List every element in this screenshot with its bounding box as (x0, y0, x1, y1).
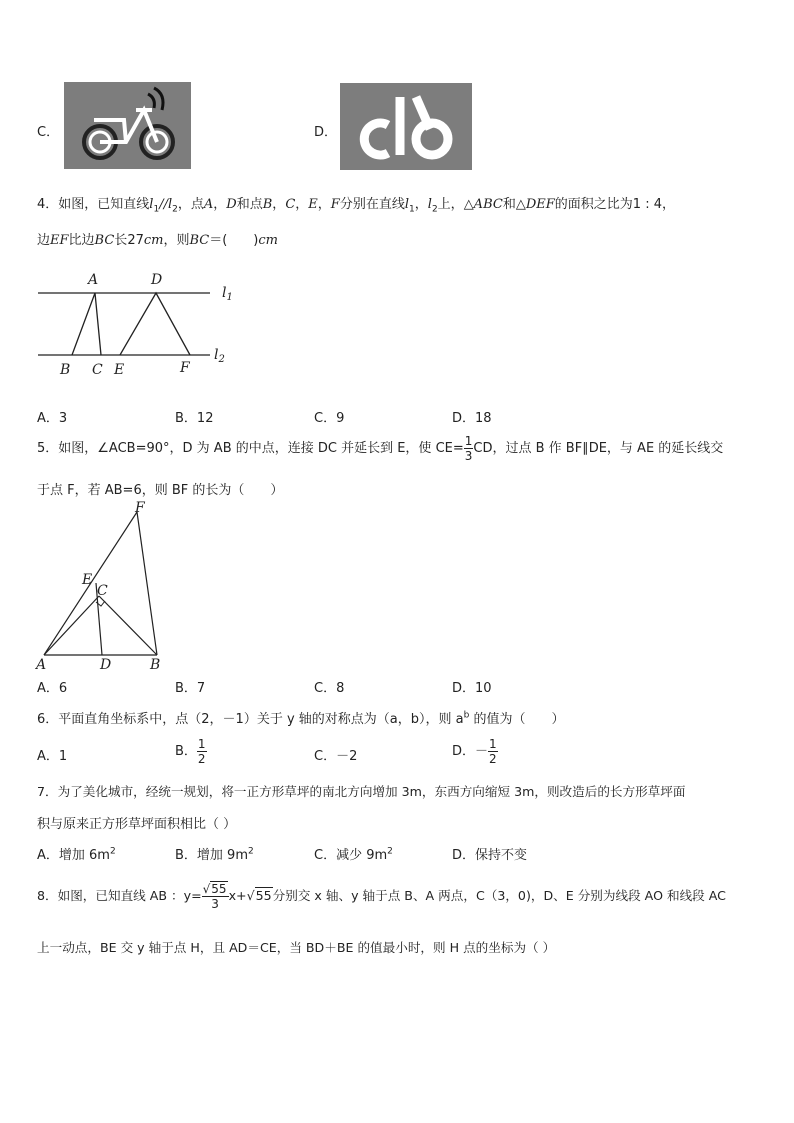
point-label-a: A (88, 272, 99, 288)
point-label-c: C (97, 583, 108, 599)
ch-bike-logo-icon (340, 83, 472, 170)
point-label-b: B (150, 657, 161, 673)
option-c-label: C． (37, 125, 60, 140)
q5-option-d[interactable]: D．10 (452, 681, 492, 696)
triangle-abc (72, 293, 101, 355)
point-label-c: C (92, 362, 103, 378)
q5-option-c[interactable]: C．8 (314, 681, 345, 696)
point-label-b: B (60, 362, 71, 378)
point-label-f: F (180, 360, 190, 376)
q4-option-c[interactable]: C．9 (314, 411, 345, 426)
point-label-d: D (151, 272, 163, 288)
q7-option-a[interactable]: A．增加 $6m^2$ (37, 846, 116, 863)
q6-option-d[interactable]: D．－ $\frac{1}{2}$ (452, 737, 497, 766)
q5-stem-line1: 5．如图，∠ACB=90°，D 为 AB 的中点，连接 DC 并延长到 E，使 CE= $\frac{1}{3}$ CD，过点 B 作 BF∥DE，与 AE 的延长线交 (37, 434, 724, 463)
option-d-label: D． (314, 125, 338, 140)
q7-stem-line2: 积与原来正方形草坪面积相比（ ） (37, 817, 237, 832)
q6-option-c[interactable]: C．－2 (314, 749, 358, 764)
q5-stem-line2: 于点 F，若 AB=6，则 BF 的长为（ ） (37, 483, 284, 498)
q4-stem-line1: 4．如图，已知直线$l_1//l_2$，点A，D和点B，C，E，F分别在直线$l_1$，$l_2$上，△ABC和△DEF的面积之比为1 : 4， (37, 197, 675, 215)
q5-option-a[interactable]: A．6 (37, 681, 68, 696)
point-label-f: F (135, 500, 145, 516)
bicycle-logo-image (64, 82, 191, 169)
q7-option-c[interactable]: C．减少 $9m^2$ (314, 846, 393, 863)
point-label-a: A (36, 657, 47, 673)
bicycle-logo-icon (64, 82, 191, 169)
q4-stem-line2: 边EF比边BC长27cm，则BC＝( )cm (37, 233, 278, 248)
q8-stem-line1: 8．如图，已知直线 AB ：y= $\frac{√55}{3}$ x+√55分别交 x 轴、y 轴于点 B、A 两点，C（3，0)，D、E 分别为线段 AO 和线段 AC (37, 882, 726, 911)
q4-option-a[interactable]: A．3 (37, 411, 68, 426)
ch-bike-logo-image (340, 83, 472, 170)
q7-option-b[interactable]: B．增加 $9m^2$ (175, 846, 254, 863)
q4-option-b[interactable]: B．12 (175, 411, 214, 426)
q7-stem-line1: 7．为了美化城市，经统一规划，将一正方形草坪的南北方向增加 3m，东西方向缩短 3m，则改造后的长方形草坪面 (37, 784, 686, 799)
line-label-l1: $l_1$ (222, 285, 233, 303)
point-label-e: E (82, 572, 93, 588)
q7-option-d[interactable]: D．保持不变 (452, 848, 528, 863)
q6-stem: 6．平面直角坐标系中，点（2，－1）关于 y 轴的对称点为（a，b），则 $a^b$ 的值为（ ） (37, 710, 565, 727)
point-label-e: E (114, 362, 125, 378)
line-label-l2: $l_2$ (214, 347, 225, 365)
q6-option-a[interactable]: A．1 (37, 749, 68, 764)
q5-triangle-figure (30, 497, 180, 675)
q6-option-b[interactable]: B． $\frac{1}{2}$ (175, 737, 206, 766)
triangle-def (120, 293, 190, 355)
q8-fraction: $\frac{√55}{3}$ (202, 882, 227, 911)
q5-option-b[interactable]: B．7 (175, 681, 206, 696)
q5-fraction: $\frac{1}{3}$ (464, 434, 473, 463)
q4-parallel-lines-figure (30, 262, 250, 382)
q4-option-d[interactable]: D．18 (452, 411, 492, 426)
point-label-d: D (100, 657, 112, 673)
q8-stem-line2: 上一动点，BE 交 y 轴于点 H，且 AD＝CE，当 BD＋BE 的值最小时，则 H 点的坐标为（ ） (37, 940, 556, 955)
